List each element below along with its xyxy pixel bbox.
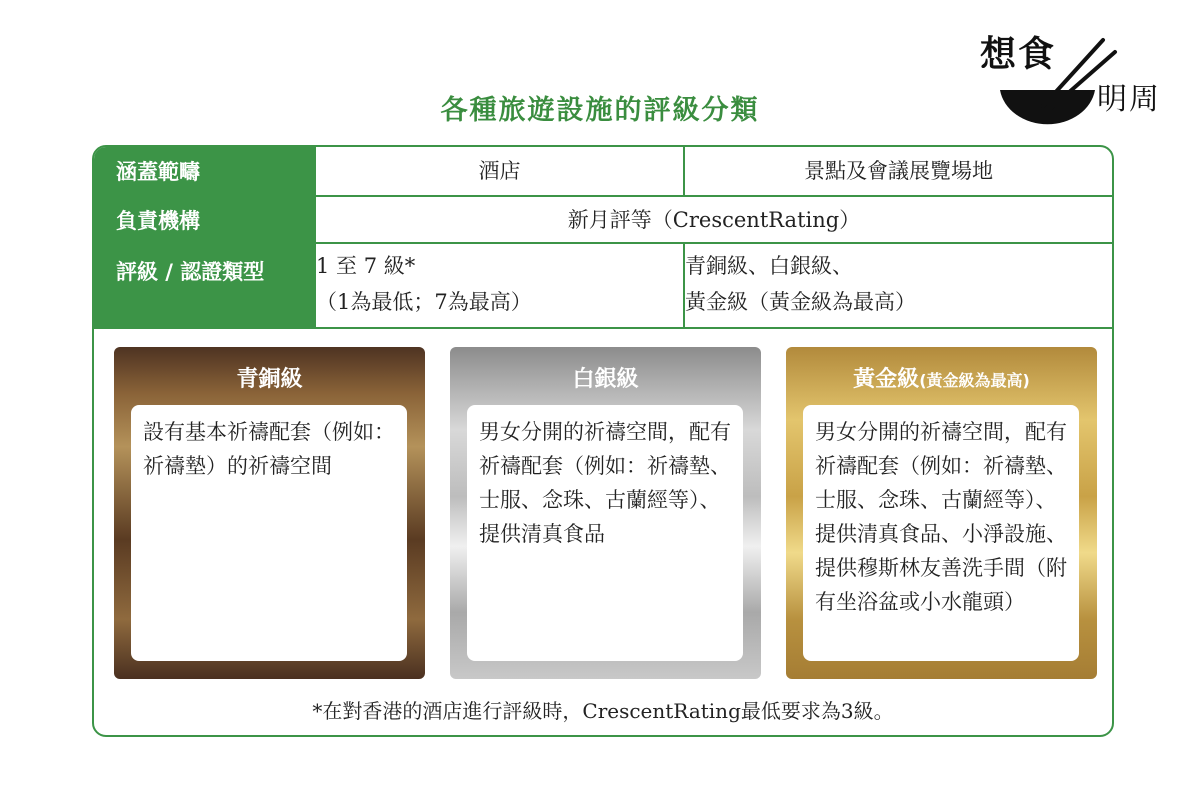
table-row-rating-type [94,244,1112,329]
table-cell: 新月評等（CrescentRating） [567,207,861,232]
silver-card [450,347,761,679]
table-row-scope [94,147,1112,197]
card-title: 青銅級 [236,367,303,392]
logo-text-2: 明周 [1097,82,1161,117]
table-cell [683,244,1112,327]
row-header: 負責機構 [94,197,316,242]
table-cell [316,244,683,327]
card-title-sub: (黃金級為最高) [919,371,1030,390]
footnote: *在對香港的酒店進行評級時，CrescentRating最低要求為3級。 [312,699,894,723]
row-header: 評級 / 認證類型 [94,244,316,327]
card-body: 設有基本祈禱配套（例如：祈禱墊）的祈禱空間 [131,405,407,661]
cell-line: （1為最低；7為最高） [316,290,532,314]
table-row-organization [94,197,1112,244]
cell-line: 青銅級、白銀級、 [685,254,853,278]
gold-card [786,347,1097,679]
cell-line: 1 至 7 級* [316,254,416,278]
card-body: 男女分開的祈禱空間，配有祈禱配套（例如：祈禱墊、士服、念珠、古蘭經等）、提供清真食品 [467,405,743,661]
bronze-card [114,347,425,679]
page-title: 各種旅遊設施的評級分類 [440,95,760,126]
row-header: 涵蓋範疇 [94,147,316,195]
card-title [786,355,1097,405]
card-title-main: 黃金級 [853,367,920,392]
card-title: 白銀級 [572,367,639,392]
cell-line: 黃金級（黃金級為最高） [685,290,916,314]
card-body: 男女分開的祈禱空間，配有祈禱配套（例如：祈禱墊、士服、念珠、古蘭經等）、提供清真食品、小淨設施、提供穆斯林友善洗手間（附有坐浴盆或小水龍頭） [803,405,1079,661]
table-cell: 景點及會議展覽場地 [683,147,1112,195]
logo-text-1: 想食 [980,34,1057,75]
rating-table [92,145,1114,737]
table-cell: 酒店 [478,159,521,183]
